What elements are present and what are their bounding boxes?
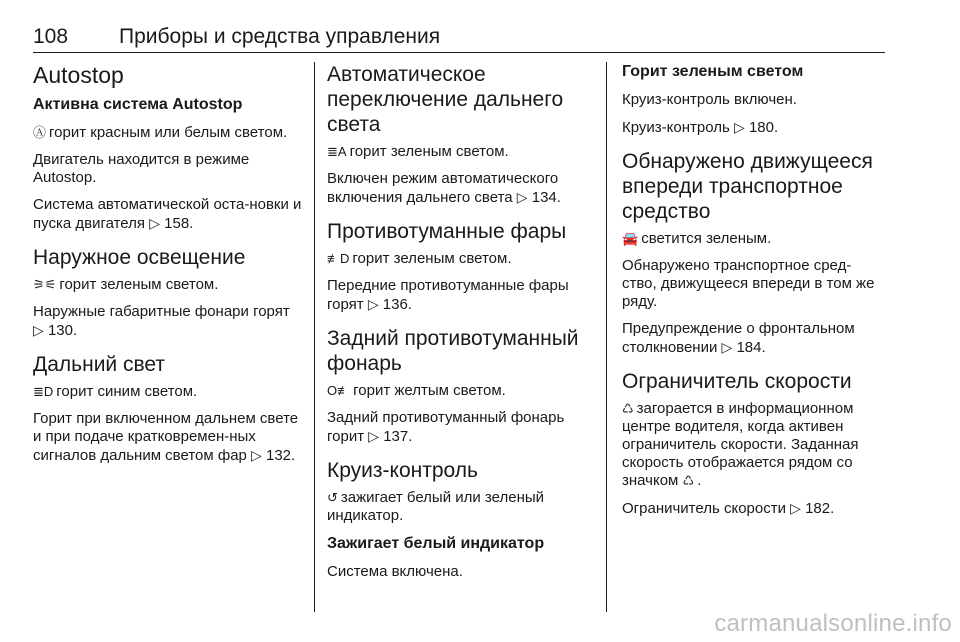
page-reference[interactable]: 184. xyxy=(736,339,766,356)
paragraph: ≣D горит синим светом. xyxy=(33,383,198,400)
page-reference[interactable]: 180. xyxy=(748,119,779,136)
page-header xyxy=(33,24,885,54)
vehicle-ahead-icon: 🚘 xyxy=(622,231,639,246)
page-reference[interactable]: 158. xyxy=(164,215,194,232)
page-reference[interactable]: 134. xyxy=(531,189,561,206)
page-reference-icon: ▷ xyxy=(368,428,380,444)
column-2 xyxy=(327,62,592,590)
header-rule xyxy=(33,52,885,53)
section-title-high-beam: Дальний свет xyxy=(33,353,166,376)
page-reference-icon: ▷ xyxy=(733,119,745,135)
rear-fog-light-icon: O≢ xyxy=(327,383,351,398)
page-reference[interactable]: 137. xyxy=(383,428,413,445)
column-3 xyxy=(622,62,884,527)
paragraph: Наружные габаритные фонари горят ▷ 130. xyxy=(33,303,290,339)
exterior-light-icon: ⚞⚟ xyxy=(33,277,57,292)
paragraph: Обнаружено транспортное сред-ство, движущееся впереди в том же ряду. xyxy=(622,257,875,310)
paragraph: Включен режим автоматического включения дальнего света ▷ 134. xyxy=(327,170,561,206)
section-title-rear-fog-light: Задний противотуманный фонарь xyxy=(327,327,579,375)
page-number: 108 xyxy=(33,25,69,48)
fog-light-icon: ≢D xyxy=(327,251,350,266)
page-reference-icon: ▷ xyxy=(721,339,733,355)
paragraph: Передние противотуманные фары горят ▷ 136. xyxy=(327,277,569,313)
paragraph: Система автоматической оста-новки и пуска двигателя ▷ 158. xyxy=(33,196,302,232)
paragraph: Круиз-контроль включен. xyxy=(622,91,797,108)
paragraph: Двигатель находится в режиме Autostop. xyxy=(33,151,250,186)
section-title-cruise-control: Круиз-контроль xyxy=(327,459,478,482)
page-reference[interactable]: 136. xyxy=(382,296,412,313)
speed-limiter-icon: ♺ xyxy=(682,473,695,488)
page-reference[interactable]: 130. xyxy=(47,322,78,339)
autostop-icon: Ⓐ xyxy=(33,125,47,140)
column-1 xyxy=(33,62,303,474)
page-reference-icon: ▷ xyxy=(516,189,528,205)
paragraph: O≢ горит желтым светом. xyxy=(327,382,506,399)
paragraph: Ⓐ горит красным или белым светом. xyxy=(33,124,288,141)
page-title: Приборы и средства управления xyxy=(119,25,441,48)
paragraph: ≣A горит зеленым светом. xyxy=(327,143,509,160)
paragraph: Система включена. xyxy=(327,563,463,580)
section-title-exterior-lights: Наружное освещение xyxy=(33,246,246,269)
page-reference-icon: ▷ xyxy=(790,500,801,516)
paragraph: 🚘 светится зеленым. xyxy=(622,230,772,247)
subsection-autostop-active: Активна система Autostop xyxy=(33,96,243,113)
paragraph: Задний противотуманный фонарь горит ▷ 137. xyxy=(327,409,565,445)
page-reference-icon: ▷ xyxy=(367,296,379,312)
section-title-fog-lights: Противотуманные фары xyxy=(327,220,567,243)
high-beam-icon: ≣D xyxy=(33,384,54,399)
paragraph: Ограничитель скорости ▷ 182. xyxy=(622,500,835,517)
speed-limiter-icon: ♺ xyxy=(622,401,634,416)
section-title-vehicle-ahead: Обнаружено движущееся впереди транспортное средство xyxy=(622,150,873,223)
auto-high-beam-icon: ≣A xyxy=(327,144,347,159)
page-reference[interactable]: 132. xyxy=(266,447,296,464)
subsection-green-light: Горит зеленым светом xyxy=(622,63,804,80)
cruise-control-icon: ↺ xyxy=(327,490,338,505)
paragraph: Круиз-контроль ▷ 180. xyxy=(622,119,779,136)
paragraph: ⚞⚟ горит зеленым светом. xyxy=(33,276,219,293)
paragraph: Предупреждение о фронтальном столкновении ▷ 184. xyxy=(622,320,855,356)
page-reference[interactable]: 182. xyxy=(805,500,835,517)
watermark: carmanualsonline.info xyxy=(714,610,952,637)
section-title-auto-high-beam: Автоматическое переключение дальнего света xyxy=(327,63,564,136)
paragraph: ↺ зажигает белый или зеленый индикатор. xyxy=(327,489,545,524)
section-title-speed-limiter: Ограничитель скорости xyxy=(622,370,852,393)
page-reference-icon: ▷ xyxy=(149,215,160,231)
paragraph: ≢D горит зеленым светом. xyxy=(327,250,512,267)
subsection-white-indicator: Зажигает белый индикатор xyxy=(327,535,545,552)
paragraph: Горит при включенном дальнем свете и при подаче кратковремен-ных сигналов дальним светом фар ▷ 132. xyxy=(33,410,299,464)
column-divider-2 xyxy=(606,62,607,612)
column-divider-1 xyxy=(314,62,315,612)
page-reference-icon: ▷ xyxy=(33,322,44,338)
section-title-autostop: Autostop xyxy=(33,62,124,88)
paragraph: ♺ загорается в информационном центре водителя, когда активен ограничитель скорости. Заданная скорость отображается рядом со значком ♺ . xyxy=(622,400,859,489)
page-reference-icon: ▷ xyxy=(251,447,262,463)
